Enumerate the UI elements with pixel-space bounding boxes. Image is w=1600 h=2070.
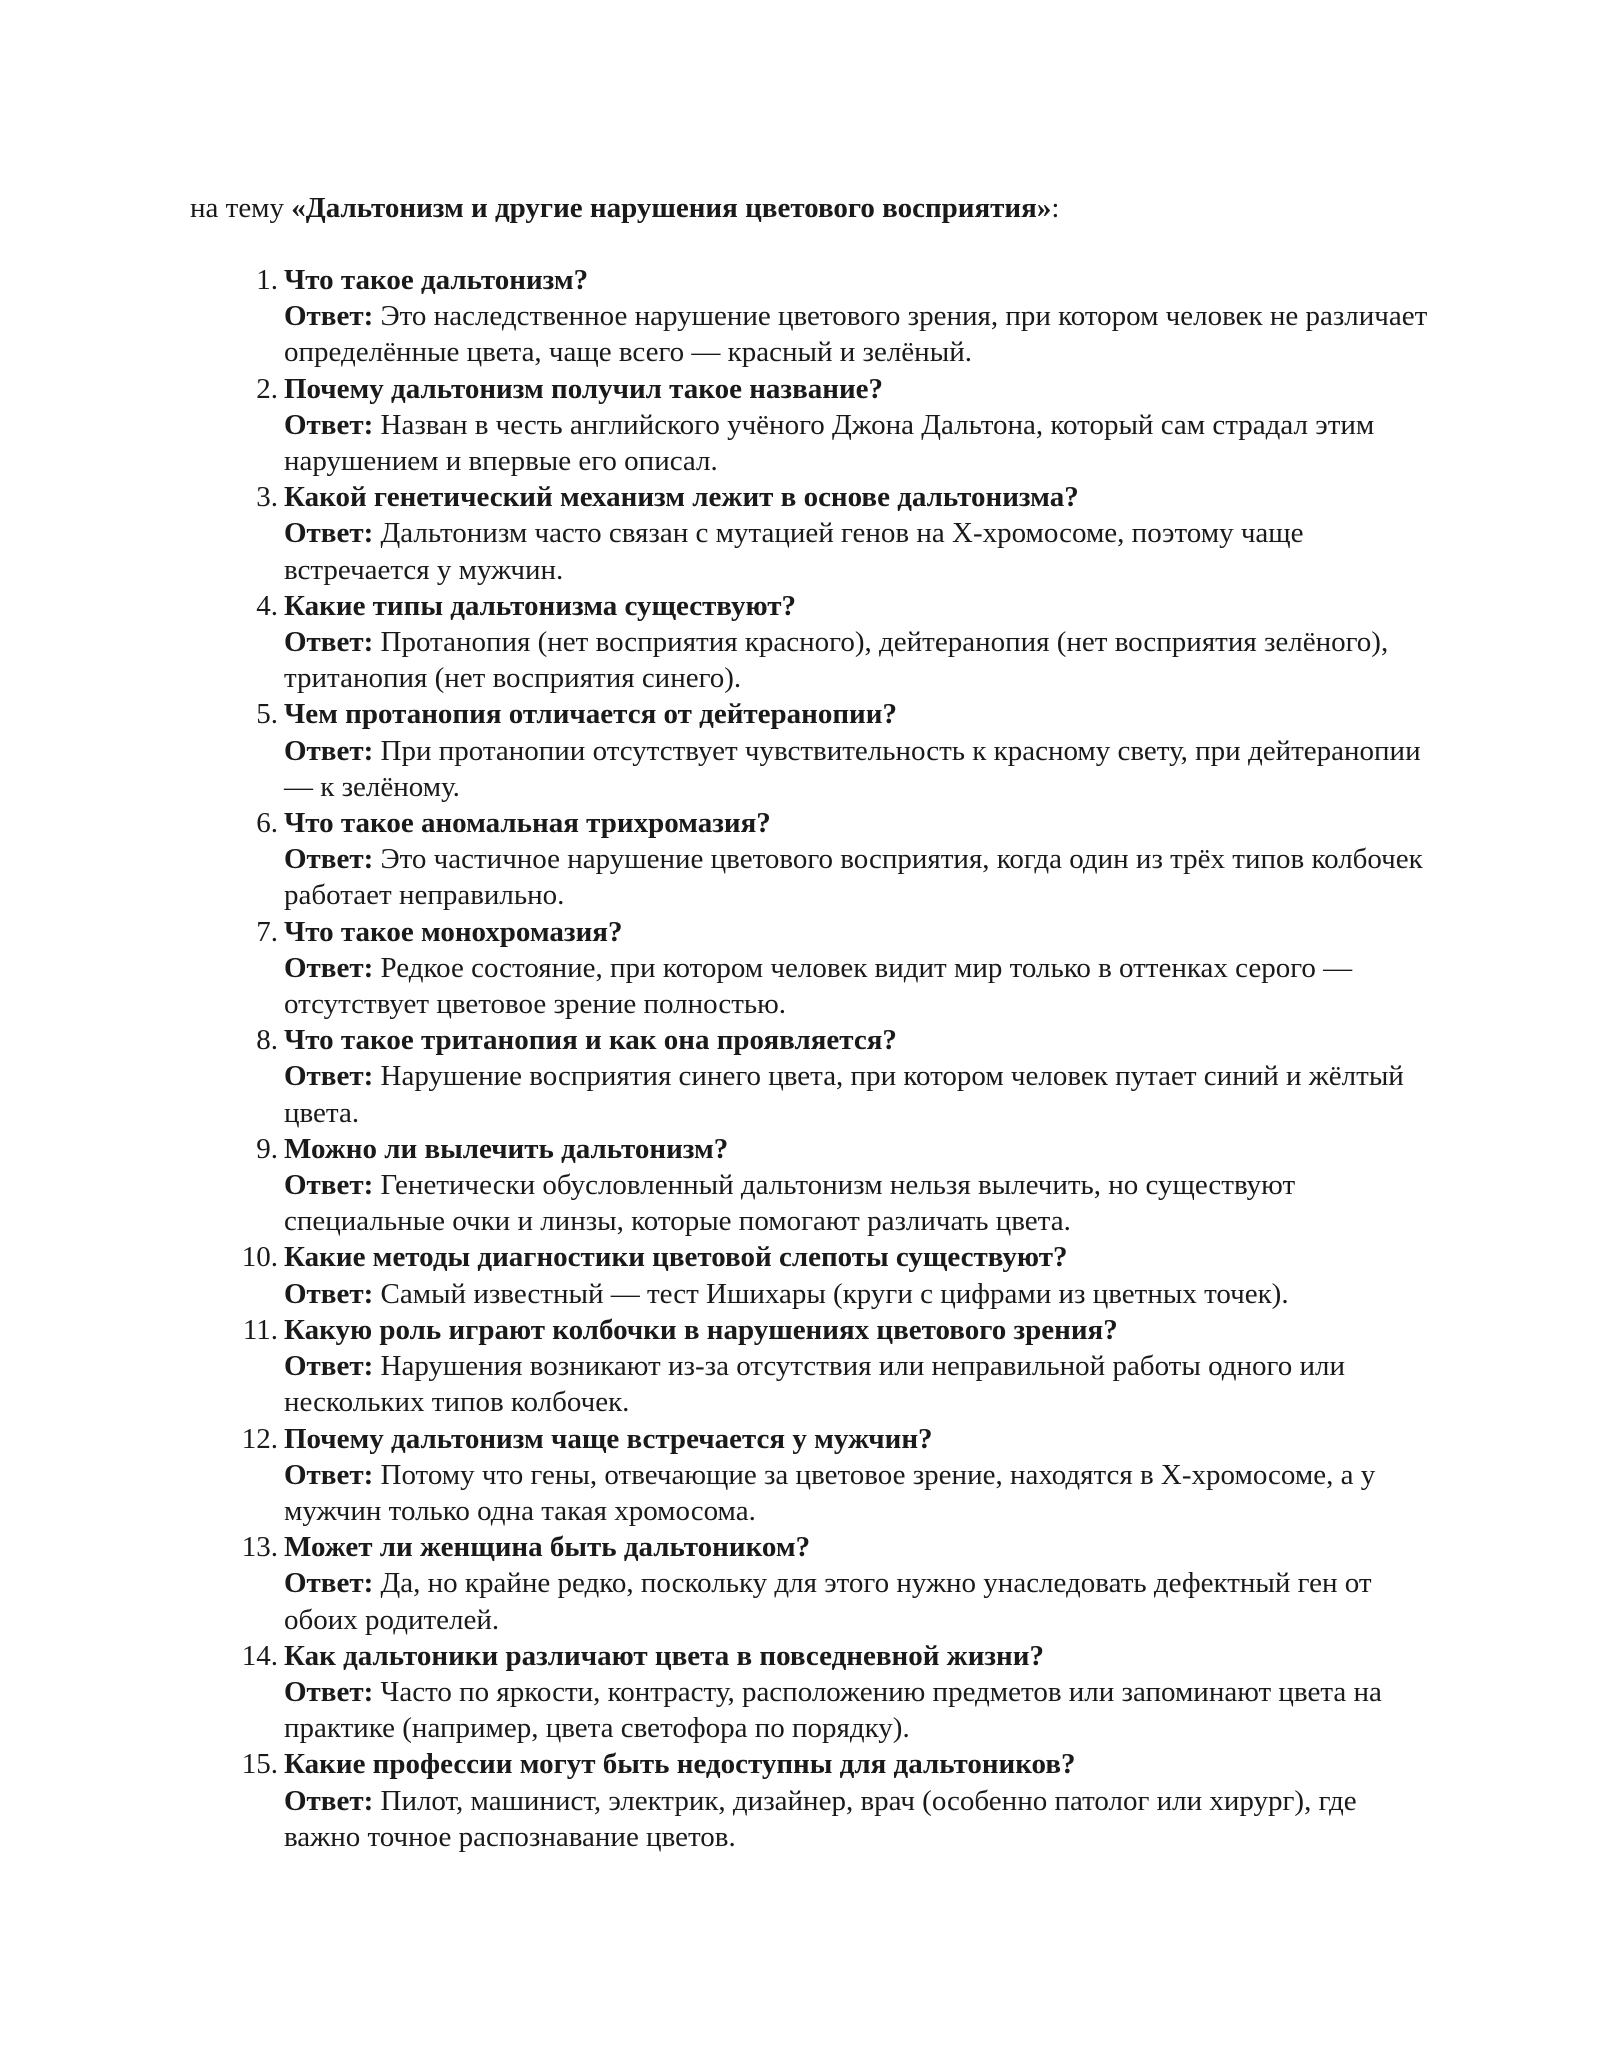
answer-label: Ответ: (284, 300, 374, 333)
answer-text: Это наследственное нарушение цветового зрения, при котором человек не различает определённые цвета, чаще всего — красный и зелёный. (284, 300, 1428, 369)
list-item (232, 1131, 1432, 1240)
item-number: 14. (241, 1639, 278, 1672)
question-text: Может ли женщина быть дальтоником? (284, 1531, 811, 1564)
answer-block (284, 1058, 1432, 1130)
question-text: Какие методы диагностики цветовой слепоты существуют? (284, 1241, 1068, 1274)
list-item (232, 262, 1432, 371)
answer-block (284, 1457, 1432, 1529)
item-number: 9. (256, 1132, 278, 1165)
item-number: 5. (256, 698, 278, 731)
answer-block (284, 515, 1432, 587)
list-item (232, 1312, 1432, 1421)
answer-text: Пилот, машинист, электрик, дизайнер, врач (особенно патолог или хирург), где важно точное распознавание цветов. (284, 1784, 1357, 1853)
answer-label: Ответ: (284, 626, 374, 659)
question-text: Какие типы дальтонизма существуют? (284, 589, 797, 622)
answer-text: Да, но крайне редко, поскольку для этого нужно унаследовать дефектный ген от обоих родителей. (284, 1567, 1372, 1636)
item-number: 4. (256, 589, 278, 622)
answer-block (284, 733, 1432, 805)
answer-block (284, 1348, 1432, 1420)
question-text: Чем протанопия отличается от дейтеранопии? (284, 698, 897, 731)
answer-text: Часто по яркости, контрасту, расположению предметов или запоминают цвета на практике (например, цвета светофора по порядку). (284, 1675, 1382, 1745)
answer-text: Генетически обусловленный дальтонизм нельзя вылечить, но существуют специальные очки и линзы, которые помогают различать цвета. (284, 1169, 1296, 1238)
item-number: 2. (256, 372, 278, 405)
question-text: Какие профессии могут быть недоступны для дальтоников? (284, 1748, 1076, 1781)
intro-suffix: : (1051, 192, 1060, 224)
item-number: 1. (256, 264, 278, 296)
item-number: 11. (242, 1313, 278, 1346)
item-number: 7. (256, 915, 278, 948)
answer-block (284, 1674, 1432, 1746)
answer-text: Самый известный — тест Ишихары (круги с цифрами из цветных точек). (380, 1277, 1289, 1310)
answer-block (284, 841, 1432, 913)
item-number: 3. (256, 481, 278, 514)
question-text: Почему дальтонизм получил такое название? (284, 372, 884, 405)
answer-text: При протанопии отсутствует чувствительность к красному свету, при дейтеранопии — к зелёному. (284, 734, 1421, 803)
question-text: Что такое дальтонизм? (284, 264, 589, 296)
answer-block (284, 1565, 1432, 1637)
answer-block (284, 950, 1432, 1022)
intro-topic: «Дальтонизм и другие нарушения цветового восприятия» (291, 192, 1052, 224)
answer-label: Ответ: (284, 1060, 374, 1093)
answer-block (284, 1167, 1432, 1239)
answer-label: Ответ: (284, 1350, 374, 1383)
list-item (232, 1529, 1432, 1638)
question-text: Можно ли вылечить дальтонизм? (284, 1132, 729, 1165)
answer-label: Ответ: (284, 1169, 374, 1202)
answer-label: Ответ: (284, 1784, 374, 1817)
answer-block (284, 1276, 1432, 1312)
intro-line (190, 190, 1059, 226)
answer-text: Это частичное нарушение цветового восприятия, когда один из трёх типов колбочек работает неправильно. (284, 843, 1423, 912)
answer-label: Ответ: (284, 1277, 374, 1310)
answer-text: Редкое состояние, при котором человек видит мир только в оттенках серого — отсутствует цветовое зрение полностью. (284, 951, 1353, 1021)
answer-label: Ответ: (284, 408, 374, 441)
answer-label: Ответ: (284, 843, 374, 876)
question-text: Почему дальтонизм чаще встречается у мужчин? (284, 1422, 933, 1455)
list-item (232, 1746, 1432, 1855)
item-number: 8. (256, 1024, 278, 1057)
answer-block (284, 624, 1432, 696)
answer-text: Протанопия (нет восприятия красного), дейтеранопия (нет восприятия зелёного), тританопия (нет восприятия синего). (284, 626, 1389, 695)
list-item (232, 479, 1432, 588)
answer-text: Потому что гены, отвечающие за цветовое зрение, находятся в X-хромосоме, а у мужчин только одна такая хромосома. (284, 1458, 1376, 1527)
question-text: Что такое тританопия и как она проявляется? (284, 1024, 897, 1057)
item-number: 6. (256, 807, 278, 840)
question-text: Что такое аномальная трихромазия? (284, 807, 771, 840)
answer-text: Назван в честь английского учёного Джона Дальтона, который сам страдал этим нарушением и впервые его описал. (284, 408, 1375, 478)
question-text: Какой генетический механизм лежит в основе дальтонизма? (284, 481, 1079, 514)
answer-text: Нарушения возникают из-за отсутствия или неправильной работы одного или нескольких типов колбочек. (284, 1350, 1345, 1419)
question-text: Что такое монохромазия? (284, 915, 623, 948)
list-item (232, 1022, 1432, 1131)
list-item (232, 805, 1432, 914)
answer-label: Ответ: (284, 517, 374, 550)
answer-block (284, 1783, 1432, 1855)
list-item (232, 371, 1432, 480)
answer-block (284, 298, 1432, 370)
item-number: 10. (241, 1241, 278, 1274)
question-text: Какую роль играют колбочки в нарушениях цветового зрения? (284, 1313, 1118, 1346)
list-item (232, 1239, 1432, 1311)
list-item (232, 588, 1432, 697)
answer-label: Ответ: (284, 1567, 374, 1600)
answer-label: Ответ: (284, 1675, 374, 1708)
questions-list (232, 262, 1432, 1855)
list-item (232, 1421, 1432, 1530)
item-number: 12. (241, 1422, 278, 1455)
answer-block (284, 407, 1432, 479)
answer-label: Ответ: (284, 951, 374, 984)
answer-label: Ответ: (284, 734, 374, 767)
item-number: 15. (241, 1748, 278, 1781)
answer-text: Нарушение восприятия синего цвета, при котором человек путает синий и жёлтый цвета. (284, 1060, 1404, 1129)
list-item (232, 1638, 1432, 1747)
question-text: Как дальтоники различают цвета в повседневной жизни? (284, 1639, 1044, 1672)
list-item (232, 696, 1432, 805)
answer-text: Дальтонизм часто связан с мутацией генов на X-хромосоме, поэтому чаще встречается у мужчин. (284, 517, 1304, 586)
answer-label: Ответ: (284, 1458, 374, 1491)
item-number: 13. (241, 1531, 278, 1564)
list-item (232, 914, 1432, 1023)
intro-prefix: на тему (190, 192, 292, 224)
